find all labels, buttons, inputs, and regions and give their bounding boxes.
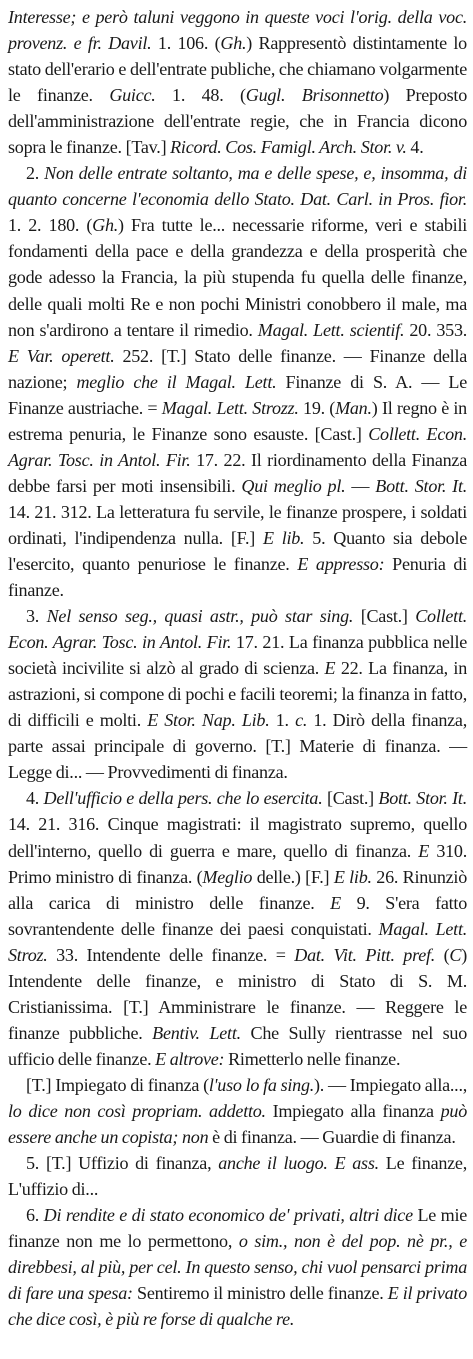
text-run: 252. [T.] Stato delle finanze. — Finanze della nazione;	[8, 345, 467, 392]
text-run: 310. Primo ministro di finanza. (	[8, 840, 467, 887]
italic-text-run: Interesse; e però taluni veggono in queste voci l'orig. della voc. provenz. e fr. Davil.	[8, 7, 467, 54]
sense-6-paragraph	[8, 1202, 467, 1332]
text-run: [T.] Impiegato di finanza (	[26, 1074, 209, 1095]
text-run: 6.	[26, 1205, 44, 1226]
italic-text-run: E	[330, 892, 341, 913]
italic-text-run: può essere anche un copista; non	[8, 1100, 467, 1148]
italic-text-run: E	[418, 840, 430, 861]
text-run: ) Il regno è in estrema penuria, le Finanze sono esauste. [Cast.]	[8, 397, 467, 444]
italic-text-run: C	[449, 944, 462, 965]
text-run: [Cast.]	[353, 606, 416, 627]
italic-text-run: E appresso:	[297, 553, 385, 574]
italic-text-run: Bott. Stor. It.	[375, 475, 468, 496]
text-run: 1.	[269, 710, 296, 731]
text-run: ) Preposto dell'amministrazione dell'entrate regie, che in Francia dicono sopra le finanze. [Tav.]	[8, 85, 467, 158]
text-run: 20. 353.	[404, 319, 468, 340]
italic-text-run: Non delle entrate soltanto, ma e delle spese, e, insomma, di quanto concerne l'economia dello Stato. Dat. Carl. in Pros. fior.	[8, 163, 467, 210]
text-run: 2.	[26, 163, 45, 184]
text-run: Sentiremo il ministro delle finanze.	[132, 1283, 388, 1304]
italic-text-run: E lib.	[262, 527, 305, 548]
text-run: Che Sully rientrasse nel suo ufficio delle finanze.	[8, 1022, 468, 1069]
italic-text-run: Qui meglio pl.	[241, 475, 346, 496]
text-run: 4.	[406, 137, 424, 158]
text-run: 1. Dirò della finanza, parte assai principale di governo. [T.] Materie di finanza. — Legge di... — Provvedimenti di finanza.	[8, 710, 467, 783]
italic-text-run: Man.	[335, 397, 372, 418]
text-run: 9. S'era fatto sovrantendente delle finanze dei paesi conquistati.	[8, 892, 467, 939]
italic-text-run: Bott. Stor. It.	[378, 788, 467, 809]
italic-text-run: Magal. Lett. Strozz.	[161, 397, 299, 418]
entry-paragraph-continuation	[8, 4, 467, 160]
italic-text-run: Di rendite e di stato economico de' privati, altri dice	[43, 1205, 413, 1226]
italic-text-run: Gugl. Brisonnetto	[245, 85, 384, 106]
italic-text-run: Guicc.	[109, 85, 156, 106]
text-run: 14. 21. 312. La letteratura fu servile, le finanze prospere, i soldati ordinati, l'indipendenza nulla. [F.]	[8, 501, 467, 548]
text-run: ) Fra tutte le... necessarie riforme, veri e stabili fondamenti della pace e della grandezza e della prosperità che gode adesso la Francia, la più stupenda fu quella delle finanze, delle quali molti Re e non pochi Ministri conobbero il male, ma non s'ardirono a tentare il rimedio.	[8, 215, 467, 340]
sense-4-paragraph	[8, 785, 467, 1072]
italic-text-run: o sim., non è del pop. nè pr., e direbbesi, al più, per cel. In questo senso, chi vuol pensarci prima di fare una spesa:	[8, 1231, 467, 1304]
sense-2-paragraph	[8, 160, 467, 603]
italic-text-run: Gh.	[92, 215, 119, 236]
italic-text-run: E Var. operett.	[8, 345, 115, 366]
text-run: 1. 2. 180. (	[8, 215, 93, 236]
text-run: 17. 22. Il riordinamento della Finanza debbe farsi per moti insensibili.	[8, 449, 467, 496]
text-run: ) Intendente delle finanze, e ministro di Stato di S. M. Cristianissima. [T.] Amministrare le finanze. — Reggere le finanze pubbliche.	[8, 944, 467, 1043]
text-run: ) Rappresentò distintamente lo stato dell'erario e dell'entrate publiche, che chiamano volgarmente le finanze.	[8, 33, 467, 106]
text-run: 1. 106. (	[151, 33, 221, 54]
italic-text-run: E	[324, 658, 336, 679]
text-run: 17. 21. La finanza pubblica nelle società incivilite si alzò al grado di scienza.	[8, 632, 468, 679]
text-run: Finanze di S. A. — Le Finanze austriache. =	[8, 371, 467, 418]
text-run: 22. La finanza, in astrazioni, si compone di pochi e facili teoremi; la finanza in fatto, di difficili e molti.	[8, 658, 467, 731]
text-run: 5. Quanto sia debole l'esercito, quanto penuriose le finanze.	[8, 527, 468, 574]
italic-text-run: Bentiv. Lett.	[152, 1022, 241, 1043]
italic-text-run: c.	[295, 710, 308, 731]
italic-text-run: E Stor. Nap. Lib.	[147, 710, 270, 731]
sense-4-subparagraph	[8, 1072, 467, 1150]
italic-text-run: Gh.	[220, 33, 247, 54]
sense-3-paragraph	[8, 603, 467, 785]
text-run: Le finanze, L'uffizio di...	[8, 1153, 467, 1200]
text-run: Impiegato alla finanza	[265, 1100, 441, 1121]
text-run: 4.	[26, 788, 44, 809]
text-run: 5. [T.] Uffizio di finanza,	[26, 1153, 219, 1174]
text-run: 3.	[26, 606, 47, 627]
italic-text-run: Collett. Econ. Agrar. Tosc. in Antol. Fir.	[8, 606, 468, 653]
italic-text-run: l'uso lo fa sing.	[208, 1074, 315, 1095]
text-run: è di finanza. — Guardie di finanza.	[208, 1127, 456, 1148]
text-run: Le mie finanze non me lo permettono,	[8, 1205, 468, 1252]
italic-text-run: E il privato che dice così, è più re forse di qualche re.	[8, 1283, 467, 1330]
italic-text-run: Collett. Econ. Agrar. Tosc. in Antol. Fir.	[8, 423, 467, 470]
text-run: 33. Intendente delle finanze. =	[47, 944, 295, 965]
text-run: delle.) [F.]	[252, 866, 334, 887]
italic-text-run: Magal. Lett. scientif.	[257, 319, 405, 340]
text-run: ). — Impiegato alla...,	[314, 1074, 467, 1095]
text-run: —	[345, 475, 376, 496]
italic-text-run: lo dice non così propriam. addetto.	[8, 1100, 266, 1121]
text-run: 14. 21. 316. Cinque magistrati: il magistrato supremo, quello dell'interno, quello di guerra e mare, quello di finanza.	[8, 814, 467, 861]
italic-text-run: Dat. Vit. Pitt. pref.	[294, 944, 436, 965]
italic-text-run: E lib.	[333, 866, 372, 887]
italic-text-run: Magal. Lett. Stroz.	[8, 918, 467, 965]
italic-text-run: Ricord. Cos. Famigl. Arch. Stor. v.	[170, 137, 407, 158]
italic-text-run: anche il luogo. E ass.	[218, 1153, 379, 1174]
text-run: Rimetterlo nelle finanze.	[224, 1048, 401, 1069]
italic-text-run: meglio che il Magal. Lett.	[76, 371, 277, 392]
italic-text-run: Nel senso seg., quasi astr., può star sing.	[46, 606, 354, 627]
text-run: 1. 48. (	[155, 85, 246, 106]
text-run: (	[435, 944, 450, 965]
italic-text-run: Dell'ufficio e della pers. che lo esercita.	[43, 788, 323, 809]
sense-5-paragraph	[8, 1150, 467, 1202]
text-run: Penuria di finanze.	[8, 553, 467, 601]
italic-text-run: E altrove:	[155, 1048, 225, 1069]
text-run: 26. Rinunziò alla carica di ministro delle finanze.	[8, 866, 467, 913]
text-run: [Cast.]	[322, 788, 379, 809]
italic-text-run: Meglio	[202, 866, 253, 887]
text-run: 19. (	[298, 397, 336, 418]
